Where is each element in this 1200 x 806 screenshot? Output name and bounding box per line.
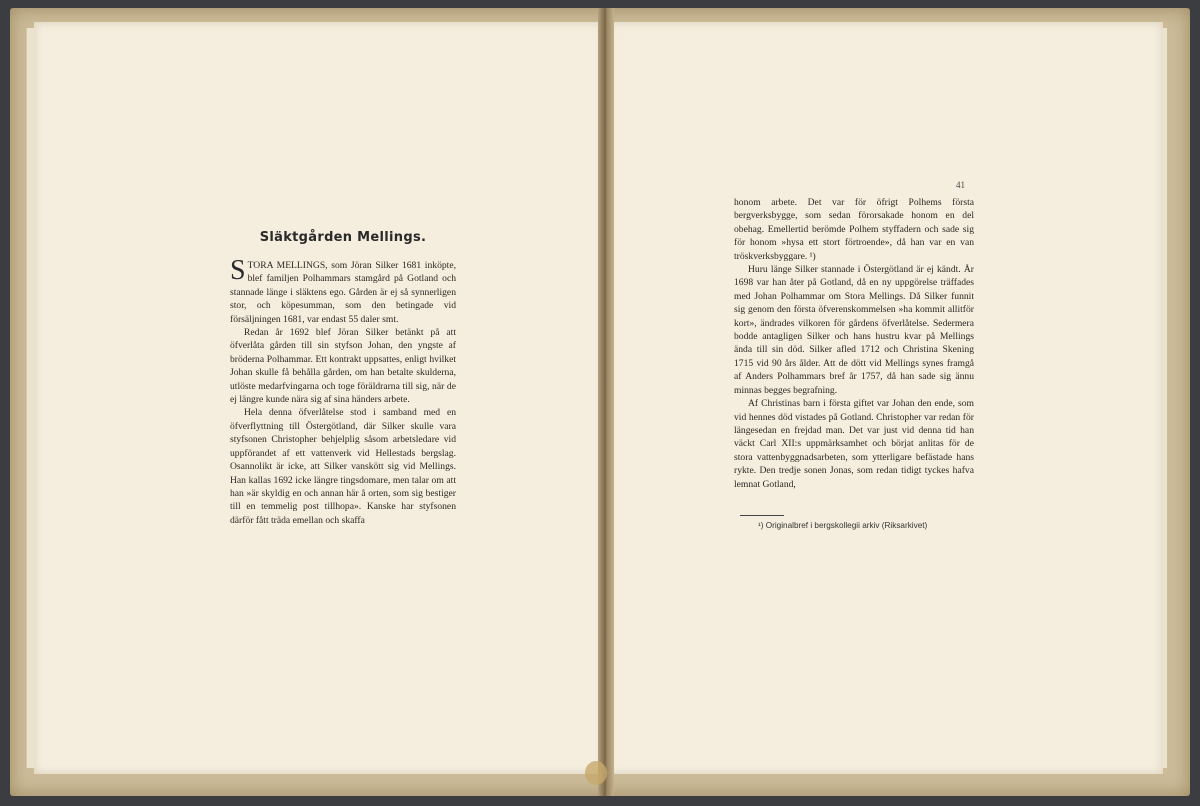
right-page-text [734,196,974,491]
page-title: Släktgården Mellings. [259,230,427,245]
footnote: ¹) Originalbref i bergskollegii arkiv (Riksarkivet) [758,521,928,530]
drop-cap: S [230,255,246,286]
paragraph: honom arbete. Det var för öfrigt Polhems första bergverksbygge, som sedan förorsakade honom en del obehag. Emellertid berömde Polhem styffadern och sade sig för honom »hysa ett stort förtroende», då han var en van tröskverksbyggare. ¹) [734,197,974,262]
paragraph: Hela denna öfverlåtelse stod i samband med en öfverflyttning till Östergötland, där Silker skulle vara styfsonen Christopher behjelplig såsom arbetsledare vid uppförandet af ett vattenverk vid Hellestads bergslag. Osannolikt är icke, att Silker vanskött sig vid Mellings. Han kallas 1692 icke längre tingsdomare, men talar om att han »är skyldig en och annan här å orten, som sig bestiger till en temmelig post tillhopa». Kanske har styfsonen därför fått träda emellan och skaffa [230,407,456,526]
footnote-rule [740,515,784,516]
paragraph: STORA MELLINGS, som Jöran Silker 1681 inköpte, blef familjen Polhammars stamgård på Gotland och stannade länge i släktens ego. Gården är ej så synnerligen stor, och köpesumman, som den betingade vid försäljningen 1681, var endast 55 daler smt. [230,255,456,325]
book-gutter [598,8,614,796]
left-page-text [230,230,456,527]
binding-stain [585,761,607,785]
paragraph: Huru länge Silker stannade i Östergötland är ej kändt. År 1698 var han åter på Gotland, då en ny uppgörelse träffades med Johan Polhammar om Stora Mellings. Då Silker funnit sig genom den första öfverenskommelsen »ha kommit allitför kort», ändrades vilkoren för gårdens öfverlåtelse. Sedermera bodde antagligen Silker och hans hustru kvar på Mellings ända till sin död. Silker afled 1712 och Christina Skening 1715 vid 90 års ålder. Att de dött vid Mellings synes framgå af Anders Polhammars bref år 1757, då han sade sig ännu minnas begges begrafning. [734,264,974,396]
open-book [10,8,1190,796]
page-number: 41 [956,180,965,190]
paragraph: Redan år 1692 blef Jöran Silker betänkt på att öfverlåta gården till sin styfson Johan, den yngste af bröderna Polhammar. Ett kontrakt uppsattes, enligt hvilket Johan skulle få behålla gården, om han betalte skulderna, utlöste medarfvingarna och toge föräldrarna till sig, när de ej längre kunde nära sig af sina händers arbete. [230,327,456,406]
paragraph: Af Christinas barn i första giftet var Johan den ende, som vid hennes död vistades på Gotland. Christopher var redan för längesedan en frejdad man. Det var just vid denna tid han väckt Carl XII:s uppmärksamhet och börjat anlitas för de stora vattenbyggnadsarbeten, som ytterligare befästade hans rykte. Den tredje sonen Jonas, som redan tidigt tyckes hafva lemnat Gotland, [734,398,974,490]
